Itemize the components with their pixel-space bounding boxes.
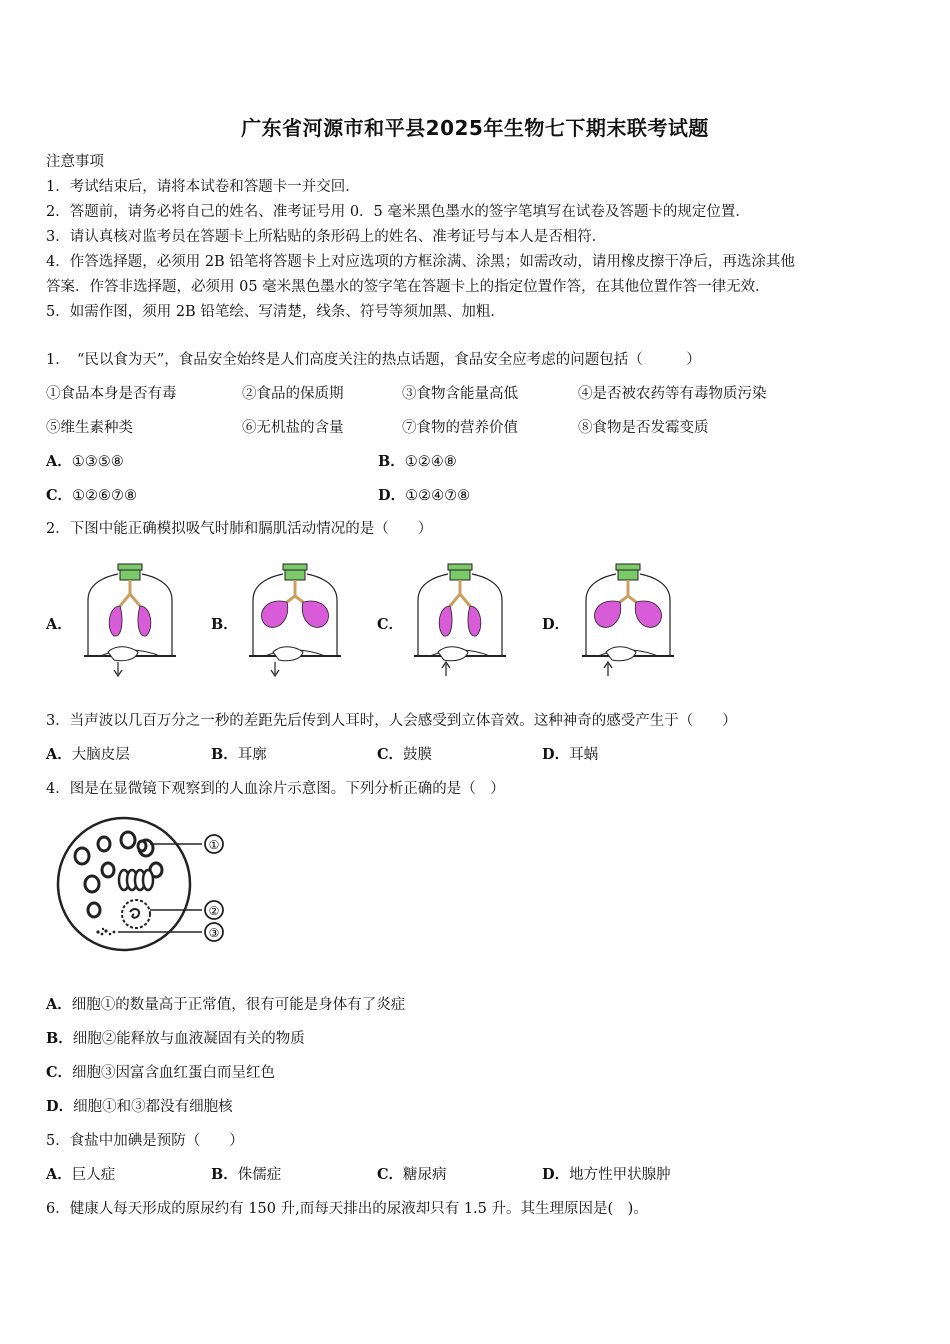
option-text: 细胞②能释放与血液凝固有关的物质: [72, 1031, 305, 1047]
bell-jar-figure-d: [578, 560, 678, 680]
option-label: A．: [46, 996, 72, 1013]
q2-stem: 2．下图中能正确模拟吸气时肺和膈肌活动情况的是（ ）: [46, 521, 433, 537]
q1-option-a[interactable]: [46, 452, 124, 472]
option-label: D．: [378, 487, 406, 504]
q3-option-c[interactable]: [377, 745, 432, 765]
page-title: 广东省河源市和平县2025年生物七下期末联考试题: [241, 116, 709, 140]
option-label: B．: [46, 1030, 73, 1047]
q4-stem: 4．图是在显微镜下观察到的人血涂片示意图。下列分析正确的是（ ）: [46, 781, 505, 797]
q1-option-b[interactable]: [378, 452, 457, 472]
figure-label: ①: [208, 838, 220, 852]
q4-option-a[interactable]: [46, 995, 405, 1015]
option-text: ①②⑥⑦⑧: [72, 488, 138, 504]
q3-option-d[interactable]: [542, 745, 598, 765]
option-text: ①②④⑧: [404, 454, 457, 470]
option-text: 地方性甲状腺肿: [569, 1167, 671, 1183]
q1-stem: 1． “民以食为天”，食品安全始终是人们高度关注的热点话题，食品安全应考虑的问题包括（ ）: [46, 352, 701, 368]
option-label: B．: [211, 746, 238, 763]
q1-option-d[interactable]: [378, 486, 470, 506]
q1-option-c[interactable]: [46, 486, 137, 506]
notice-item: 2．答题前，请务必将自己的姓名、准考证号用 0．5 毫米黑色墨水的签字笔填写在试卷及答题卡的规定位置．: [46, 204, 750, 220]
option-text: 大脑皮层: [71, 747, 130, 763]
notice-item: 5．如需作图，须用 2B 铅笔绘、写清楚，线条、符号等须加黑、加粗．: [46, 304, 505, 320]
q1-item: ⑦食物的营养价值: [402, 420, 518, 436]
option-label: D．: [542, 746, 570, 763]
option-label: C．: [46, 487, 73, 504]
q3-stem: 3．当声波以几百万分之一秒的差距先后传到人耳时，人会感受到立体音效。这种神奇的感受产生于（ ）: [46, 713, 737, 729]
option-text: 细胞③因富含血红蛋白而呈红色: [72, 1065, 276, 1081]
notice-heading: 注意事项: [46, 154, 104, 170]
option-text: 耳蜗: [569, 747, 599, 763]
option-text: ①③⑤⑧: [71, 454, 124, 470]
q5-stem: 5．食盐中加碘是预防（ ）: [46, 1133, 244, 1149]
q1-item: ①食品本身是否有毒: [46, 386, 177, 402]
option-label: C．: [46, 1064, 73, 1081]
q4-option-c[interactable]: [46, 1063, 275, 1083]
option-text: ①②④⑦⑧: [405, 488, 471, 504]
notice-item: 答案．作答非选择题，必须用 05 毫米黑色墨水的签字笔在答题卡上的指定位置作答，在其他位置作答一律无效．: [46, 279, 770, 295]
option-label: A．: [46, 453, 72, 470]
q4-option-b[interactable]: [46, 1029, 305, 1049]
option-label: A．: [46, 1166, 72, 1183]
option-label: D．: [46, 1098, 74, 1115]
q3-option-b[interactable]: [211, 745, 267, 765]
option-text: 耳廓: [237, 747, 267, 763]
q1-item: ③食物含能量高低: [402, 386, 518, 402]
q5-option-b[interactable]: [211, 1165, 281, 1185]
figure-label: ②: [208, 904, 220, 918]
q2-option-c[interactable]: C．: [377, 616, 404, 633]
q1-item: ②食品的保质期: [242, 386, 344, 402]
option-text: 侏儒症: [237, 1167, 282, 1183]
q1-item: ⑥无机盐的含量: [242, 420, 344, 436]
q1-item: ④是否被农药等有毒物质污染: [578, 386, 767, 402]
q1-item: ⑤维生素种类: [46, 420, 133, 436]
q2-option-d[interactable]: D．: [542, 616, 570, 633]
notice-item: 1．考试结束后，请将本试卷和答题卡一并交回．: [46, 179, 360, 195]
q1-item: ⑧食物是否发霉变质: [578, 420, 709, 436]
option-label: A．: [46, 746, 72, 763]
blood-smear-figure: [46, 806, 246, 956]
q5-option-c[interactable]: [377, 1165, 447, 1185]
option-label: D．: [542, 1166, 570, 1183]
notice-item: 4．作答选择题，必须用 2B 铅笔将答题卡上对应选项的方框涂满、涂黑；如需改动，请用橡皮擦干净后，再选涂其他: [46, 254, 795, 270]
option-text: 糖尿病: [403, 1167, 447, 1183]
option-label: B．: [378, 453, 405, 470]
q5-option-a[interactable]: [46, 1165, 115, 1185]
option-text: 鼓膜: [403, 747, 433, 763]
option-label: C．: [377, 1166, 404, 1183]
bell-jar-figure-c: [410, 560, 510, 680]
bell-jar-figure-b: [245, 560, 345, 680]
option-text: 巨人症: [71, 1167, 116, 1183]
bell-jar-figure-a: [80, 560, 180, 680]
option-label: B．: [211, 1166, 238, 1183]
q3-option-a[interactable]: [46, 745, 130, 765]
notice-item: 3．请认真核对监考员在答题卡上所粘贴的条形码上的姓名、准考证号与本人是否相符．: [46, 229, 607, 245]
q2-option-a[interactable]: A．: [46, 616, 72, 633]
q5-option-d[interactable]: [542, 1165, 671, 1185]
q2-option-b[interactable]: B．: [211, 616, 238, 633]
figure-label: ③: [208, 926, 220, 940]
option-text: 细胞①和③都没有细胞核: [73, 1099, 233, 1115]
option-text: 细胞①的数量高于正常值，很有可能是身体有了炎症: [71, 997, 406, 1013]
q4-option-d[interactable]: [46, 1097, 233, 1117]
option-label: C．: [377, 746, 404, 763]
q6-stem: 6．健康人每天形成的原尿约有 150 升,而每天排出的尿液却只有 1.5 升。其生理原因是( )。: [46, 1201, 648, 1217]
